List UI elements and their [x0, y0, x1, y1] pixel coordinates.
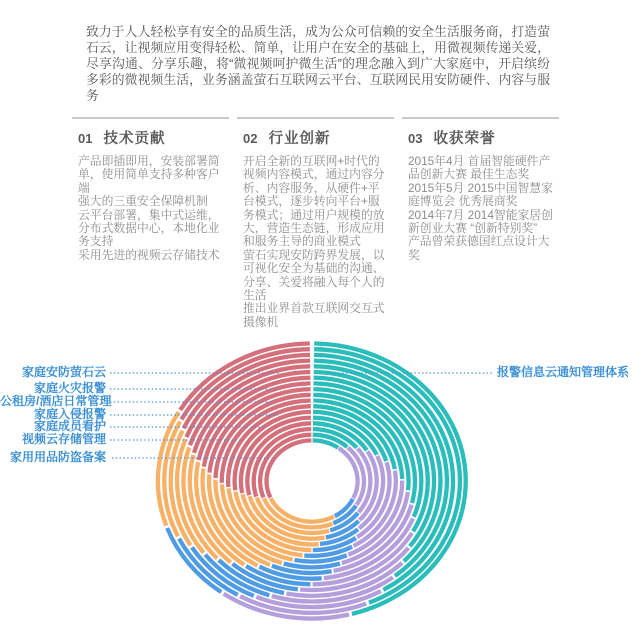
- column-number: 01: [78, 131, 93, 146]
- column-number: 03: [408, 131, 423, 146]
- column-item: 萤石实现安防跨界发展，以可视化安全为基础的沟通、分享、关爱将融入每个人的生活: [243, 247, 385, 303]
- arc-segment-teal: [313, 440, 339, 447]
- chart-label-left: 视频云存储管理: [21, 432, 106, 446]
- chart-label-left: 家庭入侵报警: [33, 407, 106, 421]
- column-item: 产品即插即用，安装部署简单，使用简单支持多种客户端: [78, 154, 220, 195]
- chart-label-left: 家庭火灾报警: [33, 381, 106, 395]
- column-item: 2015年5月 2015中国智慧家庭博览会 优秀展商奖: [408, 180, 553, 209]
- chart-label-left: 家用用品防盗备案: [9, 450, 106, 464]
- column-title: 行业创新: [268, 131, 331, 147]
- column-item: 开启全新的互联网+时代的视频内容模式，通过内容分析、内容服务，从硬件+平台模式，逐步转向平台+服务模式；通过用户规模的放大，营造生态链，形成应用和服务主导的商业模式: [243, 154, 385, 249]
- chart-label-left: 公租房/酒店日常管理: [0, 394, 112, 408]
- column-title: 收获荣誉: [433, 131, 496, 147]
- column-item: 产品曾荣获德国红点设计大奖: [408, 234, 550, 262]
- column-item: 强大的三重安全保障机制: [78, 194, 208, 209]
- column-number: 02: [243, 131, 258, 146]
- column-item: 2015年4月 首届智能硬件产品创新大赛 最佳生态奖: [408, 154, 551, 182]
- column-item: 推出业界首款互联网交互式摄像机: [243, 301, 385, 329]
- intro-paragraph: 致力于人人轻松享有安全的品质生活，成为公众可信赖的安全生活服务商，打造萤石云，让视频应用变得轻松、简单，让用户在安全的基础上，用微视频传递关爱，尽享沟通、分享乐趣，将“微视频呵护微生活”的理念融入到广大家庭中，开启缤纷多彩的微视频生活，业务涵盖萤石互联网云平台、互联网民用安防硬件、内容与服务: [86, 24, 550, 103]
- column-item: 云平台部署，集中式运维，分布式数据中心，本地化业务支持: [78, 207, 220, 249]
- chart-label-right: 报警信息云通知管理体系: [497, 365, 630, 379]
- column-item: 2014年7月 2014智能家居创新创业大赛 “创新特别奖”: [408, 207, 553, 236]
- column-item: 采用先进的视频云存储技术: [78, 247, 220, 262]
- column-title: 技术贡献: [103, 131, 166, 147]
- arc-segment-blue: [284, 564, 340, 568]
- chart-label-left: 家庭成员看护: [33, 419, 106, 433]
- chart-label-left: 家庭安防萤石云: [21, 365, 106, 379]
